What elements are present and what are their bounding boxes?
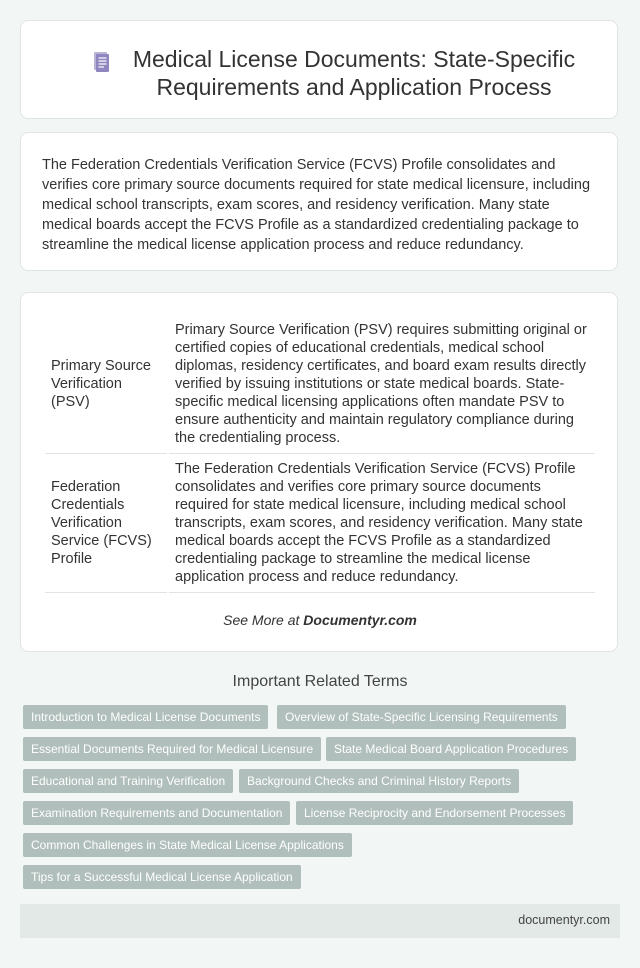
intro-card — [20, 132, 618, 271]
related-term-tag[interactable]: Background Checks and Criminal History Reports — [239, 769, 519, 793]
definitions-card — [20, 292, 618, 652]
document-icon — [89, 50, 113, 74]
table-row — [45, 454, 595, 593]
related-term-tag[interactable]: License Reciprocity and Endorsement Processes — [296, 801, 573, 825]
footer-site-link[interactable]: documentyr.com — [518, 913, 610, 927]
definition-cell: The Federation Credentials Verification Service (FCVS) Profile consolidates and verifies core primary source documents required for state medical licensure, including medical school transcripts, exam scores, and residency verification. Many state medical boards accept the FCVS Profile as a standardized credentialing package to streamline the medical license application process and reduce redundancy. — [169, 454, 595, 593]
related-term-tag[interactable]: Educational and Training Verification — [23, 769, 233, 793]
related-term-tag[interactable]: Examination Requirements and Documentation — [23, 801, 290, 825]
related-terms-heading: Important Related Terms — [232, 673, 408, 690]
related-term-tag[interactable]: Overview of State-Specific Licensing Requirements — [277, 705, 566, 729]
related-term-tag[interactable]: State Medical Board Application Procedures — [326, 737, 576, 761]
term-cell: Federation Credentials Verification Service (FCVS) Profile — [45, 454, 167, 593]
page-title: Medical License Documents: State-Specific Requirements and Application Process — [132, 46, 576, 100]
title-card — [20, 20, 618, 119]
related-term-tag[interactable]: Essential Documents Required for Medical Licensure — [23, 737, 321, 761]
see-more-link[interactable] — [21, 612, 619, 628]
related-term-tag[interactable]: Introduction to Medical License Documents — [23, 705, 268, 729]
related-term-tag[interactable]: Tips for a Successful Medical License Application — [23, 865, 301, 889]
definition-cell: Primary Source Verification (PSV) requires submitting original or certified copies of educational credentials, medical school diplomas, residency certificates, and board exam results directly verified by issuing institutions or state medical boards. State-specific medical licensing applications often mandate PSV to ensure authenticity and maintain regulatory compliance during the credentialing process. — [169, 315, 595, 454]
term-cell: Primary Source Verification (PSV) — [45, 315, 167, 454]
related-term-tag[interactable]: Common Challenges in State Medical License Applications — [23, 833, 352, 857]
see-more-site: Documentyr.com — [303, 612, 417, 628]
intro-text: The Federation Credentials Verification Service (FCVS) Profile consolidates and verifies core primary source documents required for state medical licensure, including medical school transcripts, exam scores, and residency verification. Many state medical boards accept the FCVS Profile as a standardized credentialing package to streamline the medical license application process and reduce redundancy. — [42, 157, 591, 253]
footer — [20, 904, 620, 938]
definitions-table — [43, 315, 597, 593]
table-row — [45, 315, 595, 454]
see-more-prefix: See More at — [223, 612, 304, 628]
